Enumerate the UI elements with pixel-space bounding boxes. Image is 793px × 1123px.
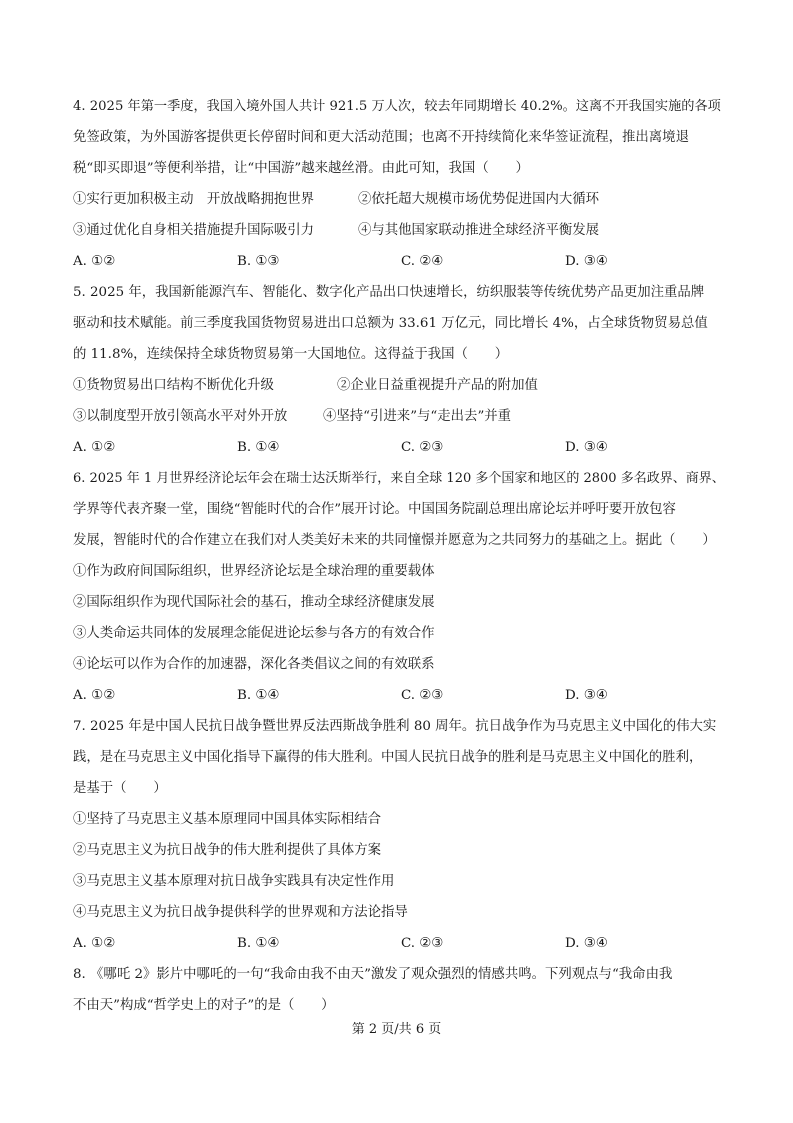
- question-5-option-d[interactable]: D. ③④: [565, 440, 608, 455]
- question-6-statement-1: ①作为政府间国际组织，世界经济论坛是全球治理的重要载体: [73, 564, 435, 579]
- question-7-stem-line-3: 是基于（ ）: [73, 781, 167, 796]
- question-5-statement-1: ①货物贸易出口结构不断优化升级: [73, 378, 274, 393]
- question-4-statement-4: ④与其他国家联动推进全球经济平衡发展: [358, 223, 600, 238]
- question-7-option-b[interactable]: B. ①④: [237, 936, 280, 951]
- question-4-statement-2: ②依托超大规模市场优势促进国内大循环: [358, 192, 600, 207]
- question-4-statements-row-2: [73, 215, 729, 246]
- question-5-statement-2: ②企业日益重视提升产品的附加值: [337, 378, 538, 393]
- question-7: [73, 711, 729, 959]
- question-6-option-d[interactable]: D. ③④: [565, 688, 608, 703]
- page-content: [73, 91, 729, 1021]
- question-5-statement-3: ③以制度型开放引领高水平对外开放: [73, 409, 288, 424]
- question-6-statement-4: ④论坛可以作为合作的加速器，深化各类倡议之间的有效联系: [73, 657, 435, 672]
- question-6-option-a[interactable]: A. ①②: [73, 688, 116, 703]
- question-4-option-a[interactable]: A. ①②: [73, 254, 116, 269]
- question-7-statement-3: ③马克思主义基本原理对抗日战争实践具有决定性作用: [73, 874, 395, 889]
- question-6-statement-3: ③人类命运共同体的发展理念能促进论坛参与各方的有效合作: [73, 626, 435, 641]
- question-6-stem-line-1: 6. 2025 年 1 月世界经济论坛年会在瑞士达沃斯举行，来自全球 120 多个国家和地区的 2800 多名政界、商界、: [73, 471, 725, 486]
- question-7-option-d[interactable]: D. ③④: [565, 936, 608, 951]
- question-8-stem-line-2: 不由天”构成“哲学史上的对子”的是（ ）: [73, 998, 335, 1013]
- question-6-stem-line-2: 学界等代表齐聚一堂，围绕“智能时代的合作”展开讨论。中国国务院副总理出席论坛并呼吁要开放包容: [73, 502, 676, 517]
- question-4-statement-1: ①实行更加积极主动 开放战略拥抱世界: [73, 192, 315, 207]
- question-4-stem-line-2: 免签政策，为外国游客提供更长停留时间和更大活动范围；也离不开持续简化来华签证流程，推出离境退: [73, 130, 689, 145]
- question-7-statement-2: ②马克思主义为抗日战争的伟大胜利提供了具体方案: [73, 843, 381, 858]
- question-4-option-c[interactable]: C. ②④: [401, 254, 444, 269]
- question-7-statement-4: ④马克思主义为抗日战争提供科学的世界观和方法论指导: [73, 905, 408, 920]
- question-8-stem-line-1: 8. 《哪吒 2》影片中哪吒的一句“我命由我不由天”激发了观众强烈的情感共鸣。下列观点与“我命由我: [73, 967, 673, 982]
- question-5-option-c[interactable]: C. ②③: [401, 440, 444, 455]
- question-5-option-a[interactable]: A. ①②: [73, 440, 116, 455]
- question-6-option-b[interactable]: B. ①④: [237, 688, 280, 703]
- question-8: [73, 959, 729, 1021]
- question-5-statement-4: ④坚持“引进来”与“走出去”并重: [323, 409, 512, 424]
- question-6: [73, 463, 729, 711]
- question-5-options: [73, 432, 729, 463]
- question-6-statement-2: ②国际组织作为现代国际社会的基石，推动全球经济健康发展: [73, 595, 435, 610]
- question-4-options: [73, 246, 729, 277]
- question-4: [73, 91, 729, 277]
- question-7-stem-line-2: 践，是在马克思主义中国化指导下赢得的伟大胜利。中国人民抗日战争的胜利是马克思主义中国化的胜利，: [73, 750, 703, 765]
- question-7-option-c[interactable]: C. ②③: [401, 936, 444, 951]
- question-4-statements-row-1: [73, 184, 729, 215]
- question-6-option-c[interactable]: C. ②③: [401, 688, 444, 703]
- question-6-stem-line-3: 发展，智能时代的合作建立在我们对人类美好未来的共同憧憬并愿意为之共同努力的基础之上。据此（ ）: [73, 533, 716, 548]
- question-5: [73, 277, 729, 463]
- question-5-statements-row-1: [73, 370, 729, 401]
- question-5-stem-line-2: 驱动和技术赋能。前三季度我国货物贸易进出口总额为 33.61 万亿元，同比增长 4%，占全球货物贸易总值: [73, 316, 708, 331]
- question-4-statement-3: ③通过优化自身相关措施提升国际吸引力: [73, 223, 315, 238]
- question-4-option-d[interactable]: D. ③④: [565, 254, 608, 269]
- question-4-stem-line-1: 4. 2025 年第一季度，我国入境外国人共计 921.5 万人次，较去年同期增长 40.2%。这离不开我国实施的各项: [73, 99, 721, 114]
- page-footer: 第 2 页/共 6 页: [351, 1022, 442, 1037]
- question-6-options: [73, 680, 729, 711]
- question-7-option-a[interactable]: A. ①②: [73, 936, 116, 951]
- question-5-stem-line-3: 的 11.8%，连续保持全球货物贸易第一大国地位。这得益于我国（ ）: [73, 347, 509, 362]
- question-7-options: [73, 928, 729, 959]
- question-7-statement-1: ①坚持了马克思主义基本原理同中国具体实际相结合: [73, 812, 381, 827]
- question-4-option-b[interactable]: B. ①③: [237, 254, 280, 269]
- question-5-stem-line-1: 5. 2025 年，我国新能源汽车、智能化、数字化产品出口快速增长，纺织服装等传统优势产品更加注重品牌: [73, 285, 705, 300]
- question-4-stem-line-3: 税“即买即退”等便利举措，让“中国游”越来越丝滑。由此可知，我国（ ）: [73, 161, 529, 176]
- question-5-statements-row-2: [73, 401, 729, 432]
- question-5-option-b[interactable]: B. ①④: [237, 440, 280, 455]
- question-7-stem-line-1: 7. 2025 年是中国人民抗日战争暨世界反法西斯战争胜利 80 周年。抗日战争作为马克思主义中国化的伟大实: [73, 719, 717, 734]
